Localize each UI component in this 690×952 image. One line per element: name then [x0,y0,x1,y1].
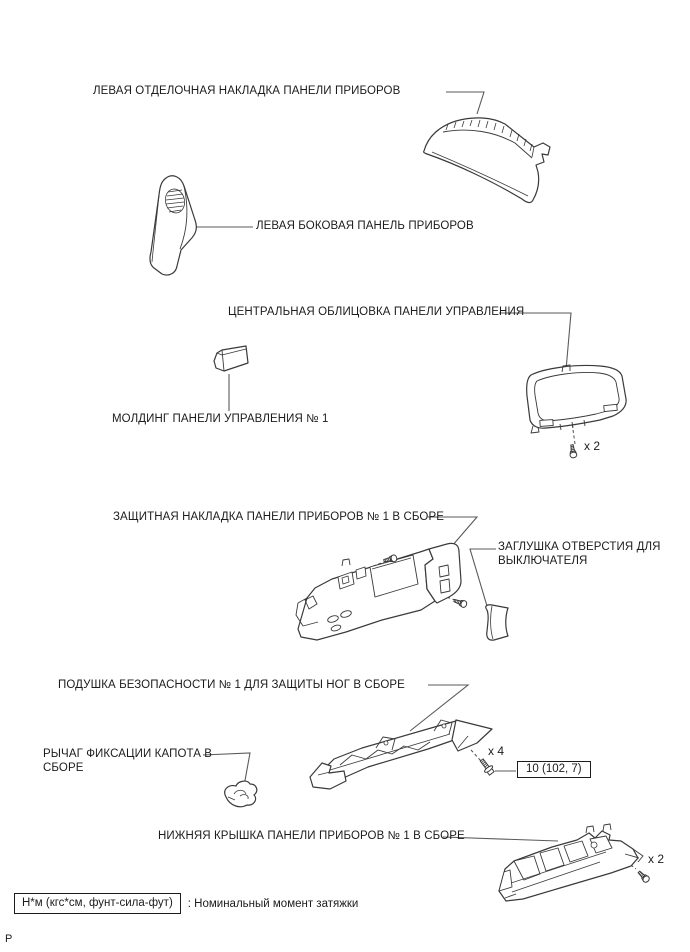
label-left-side: ЛЕВАЯ БОКОВАЯ ПАНЕЛЬ ПРИБОРОВ [256,220,474,232]
hood-lever-part [225,781,257,807]
torque-spec-box: 10 (102, 7) [517,761,591,778]
leader-lines [196,92,571,841]
count-airbag-bolts: x 4 [488,744,505,758]
molding-drawing [214,346,248,371]
screw-icon [569,444,578,458]
label-center-bezel: ЦЕНТРАЛЬНАЯ ОБЛИЦОВКА ПАНЕЛИ УПРАВЛЕНИЯ [228,306,525,318]
count-cluster-screws: x 2 [584,439,601,453]
leader-switch-plug [470,549,496,606]
page-footer-char: P [5,933,13,945]
screw-icon [453,597,468,608]
cluster-bezel-drawing [527,365,626,433]
lower-cover-drawing [499,824,643,901]
knee-airbag-drawing [225,720,492,807]
leader-left-trim [446,92,484,114]
torque-legend [14,893,358,914]
left-side-panel-drawing [150,176,196,275]
label-molding: МОЛДИНГ ПАНЕЛИ УПРАВЛЕНИЯ № 1 [112,413,329,425]
switch-plug-part [486,605,508,640]
torque-unit-box: Н*м (кгс*см, фунт-сила-фут) [14,893,181,914]
protective-pad-drawing [296,543,508,640]
torque-legend-caption: : Номинальный момент затяжки [187,897,359,910]
label-protective-pad: ЗАЩИТНАЯ НАКЛАДКА ПАНЕЛИ ПРИБОРОВ № 1 В СБОРЕ [113,511,444,523]
label-hood-lever: РЫЧАГ ФИКСАЦИИ КАПОТА В СБОРЕ [43,748,213,774]
label-knee-airbag: ПОДУШКА БЕЗОПАСНОСТИ № 1 ДЛЯ ЗАЩИТЫ НОГ В СБОРЕ [58,679,405,691]
label-lower-cover: НИЖНЯЯ КРЫШКА ПАНЕЛИ ПРИБОРОВ № 1 В СБОРЕ [158,830,465,842]
label-left-trim: ЛЕВАЯ ОТДЕЛОЧНАЯ НАКЛАДКА ПАНЕЛИ ПРИБОРОВ [93,85,401,97]
leader-center-bezel [499,313,571,370]
left-trim-panel-drawing [424,118,550,203]
screw-icon [637,870,651,884]
count-lower-cover-screws: x 2 [648,852,665,866]
label-switch-plug: ЗАГЛУШКА ОТВЕРСТИЯ ДЛЯ ВЫКЛЮЧАТЕЛЯ [498,541,661,567]
